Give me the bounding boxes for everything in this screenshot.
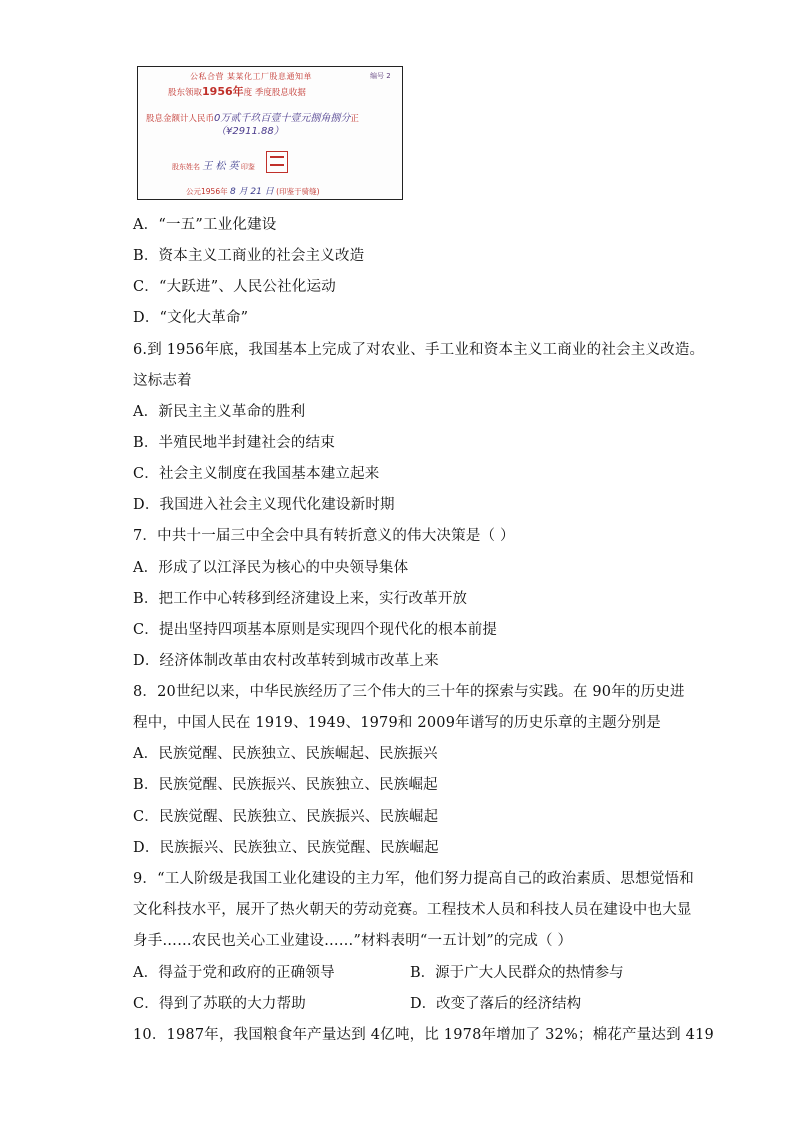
certificate-line2: 股东领取1956年度 季度股息收据 bbox=[168, 85, 306, 98]
dividend-certificate-image bbox=[137, 66, 403, 200]
q8-option-b: B．民族觉醒、民族振兴、民族独立、民族崛起 bbox=[133, 777, 438, 793]
q6-option-c: C．社会主义制度在我国基本建立起来 bbox=[133, 466, 380, 482]
q9-stem-line2: 文化科技水平，展开了热火朝天的劳动竞赛。工程技术人员和科技人员在建设中也大显 bbox=[133, 902, 692, 918]
certificate-header: 公私合营 某某化工厂股息通知单 bbox=[190, 72, 313, 81]
certificate-date: 公元1956年 8 月 21 日 (印鉴于骑缝) bbox=[186, 187, 320, 197]
q6-option-b: B．半殖民地半封建社会的结束 bbox=[133, 435, 335, 451]
q7-stem: 7．中共十一届三中全会中具有转折意义的伟大决策是（ ） bbox=[133, 528, 515, 544]
q8-option-c: C．民族觉醒、民族独立、民族振兴、民族崛起 bbox=[133, 809, 439, 825]
q10-stem-line1: 10．1987年，我国粮食年产量达到 4亿吨，比 1978年增加了 32%；棉花产量达到 419 bbox=[133, 1027, 714, 1043]
q8-option-a: A．民族觉醒、民族独立、民族崛起、民族振兴 bbox=[133, 746, 438, 762]
q5-option-d: D．“文化大革命” bbox=[133, 310, 249, 326]
q9-option-d: D．改变了落后的经济结构 bbox=[410, 996, 582, 1012]
certificate-signer: 股东姓名 王 松 英 印鉴 bbox=[172, 161, 255, 172]
q5-option-a: A．“一五”工业化建设 bbox=[133, 217, 277, 233]
certificate-amount-figures: （¥2911.88） bbox=[216, 126, 284, 137]
q7-option-d: D．经济体制改革由农村改革转到城市改革上来 bbox=[133, 653, 439, 669]
q7-option-c: C．提出坚持四项基本原则是实现四个现代化的根本前提 bbox=[133, 622, 498, 638]
q6-option-a: A．新民主主义革命的胜利 bbox=[133, 404, 306, 420]
q9-stem-line1: 9．“工人阶级是我国工业化建设的主力军，他们努力提高自己的政治素质、思想觉悟和 bbox=[133, 871, 694, 887]
q5-option-b: B．资本主义工商业的社会主义改造 bbox=[133, 248, 365, 264]
q9-option-a: A．得益于党和政府的正确领导 bbox=[133, 965, 335, 981]
q6-stem-line1: 6.到 1956年底，我国基本上完成了对农业、手工业和资本主义工商业的社会主义改造。 bbox=[133, 342, 705, 358]
q7-option-b: B．把工作中心转移到经济建设上来，实行改革开放 bbox=[133, 591, 468, 607]
certificate-amount: 股息金额计人民币0万贰千玖百壹十壹元捌角捌分正 bbox=[146, 113, 359, 124]
red-seal-stamp bbox=[266, 151, 288, 173]
q9-option-c: C．得到了苏联的大力帮助 bbox=[133, 996, 306, 1012]
q7-option-a: A．形成了以江泽民为核心的中央领导集体 bbox=[133, 560, 409, 576]
certificate-number: 编号 2 bbox=[370, 72, 391, 80]
q9-stem-line3: 身手……农民也关心工业建设……”材料表明“一五计划”的完成（ ） bbox=[133, 933, 573, 949]
q8-option-d: D．民族振兴、民族独立、民族觉醒、民族崛起 bbox=[133, 840, 439, 856]
q5-option-c: C．“大跃进”、人民公社化运动 bbox=[133, 279, 336, 295]
q8-stem-line2: 程中，中国人民在 1919、1949、1979和 2009年谱写的历史乐章的主题分别是 bbox=[133, 715, 661, 731]
q6-option-d: D．我国进入社会主义现代化建设新时期 bbox=[133, 497, 395, 513]
q9-option-b: B．源于广大人民群众的热情参与 bbox=[410, 965, 624, 981]
q8-stem-line1: 8．20世纪以来，中华民族经历了三个伟大的三十年的探索与实践。在 90年的历史进 bbox=[133, 684, 685, 700]
q6-stem-line2: 这标志着 bbox=[133, 373, 192, 389]
